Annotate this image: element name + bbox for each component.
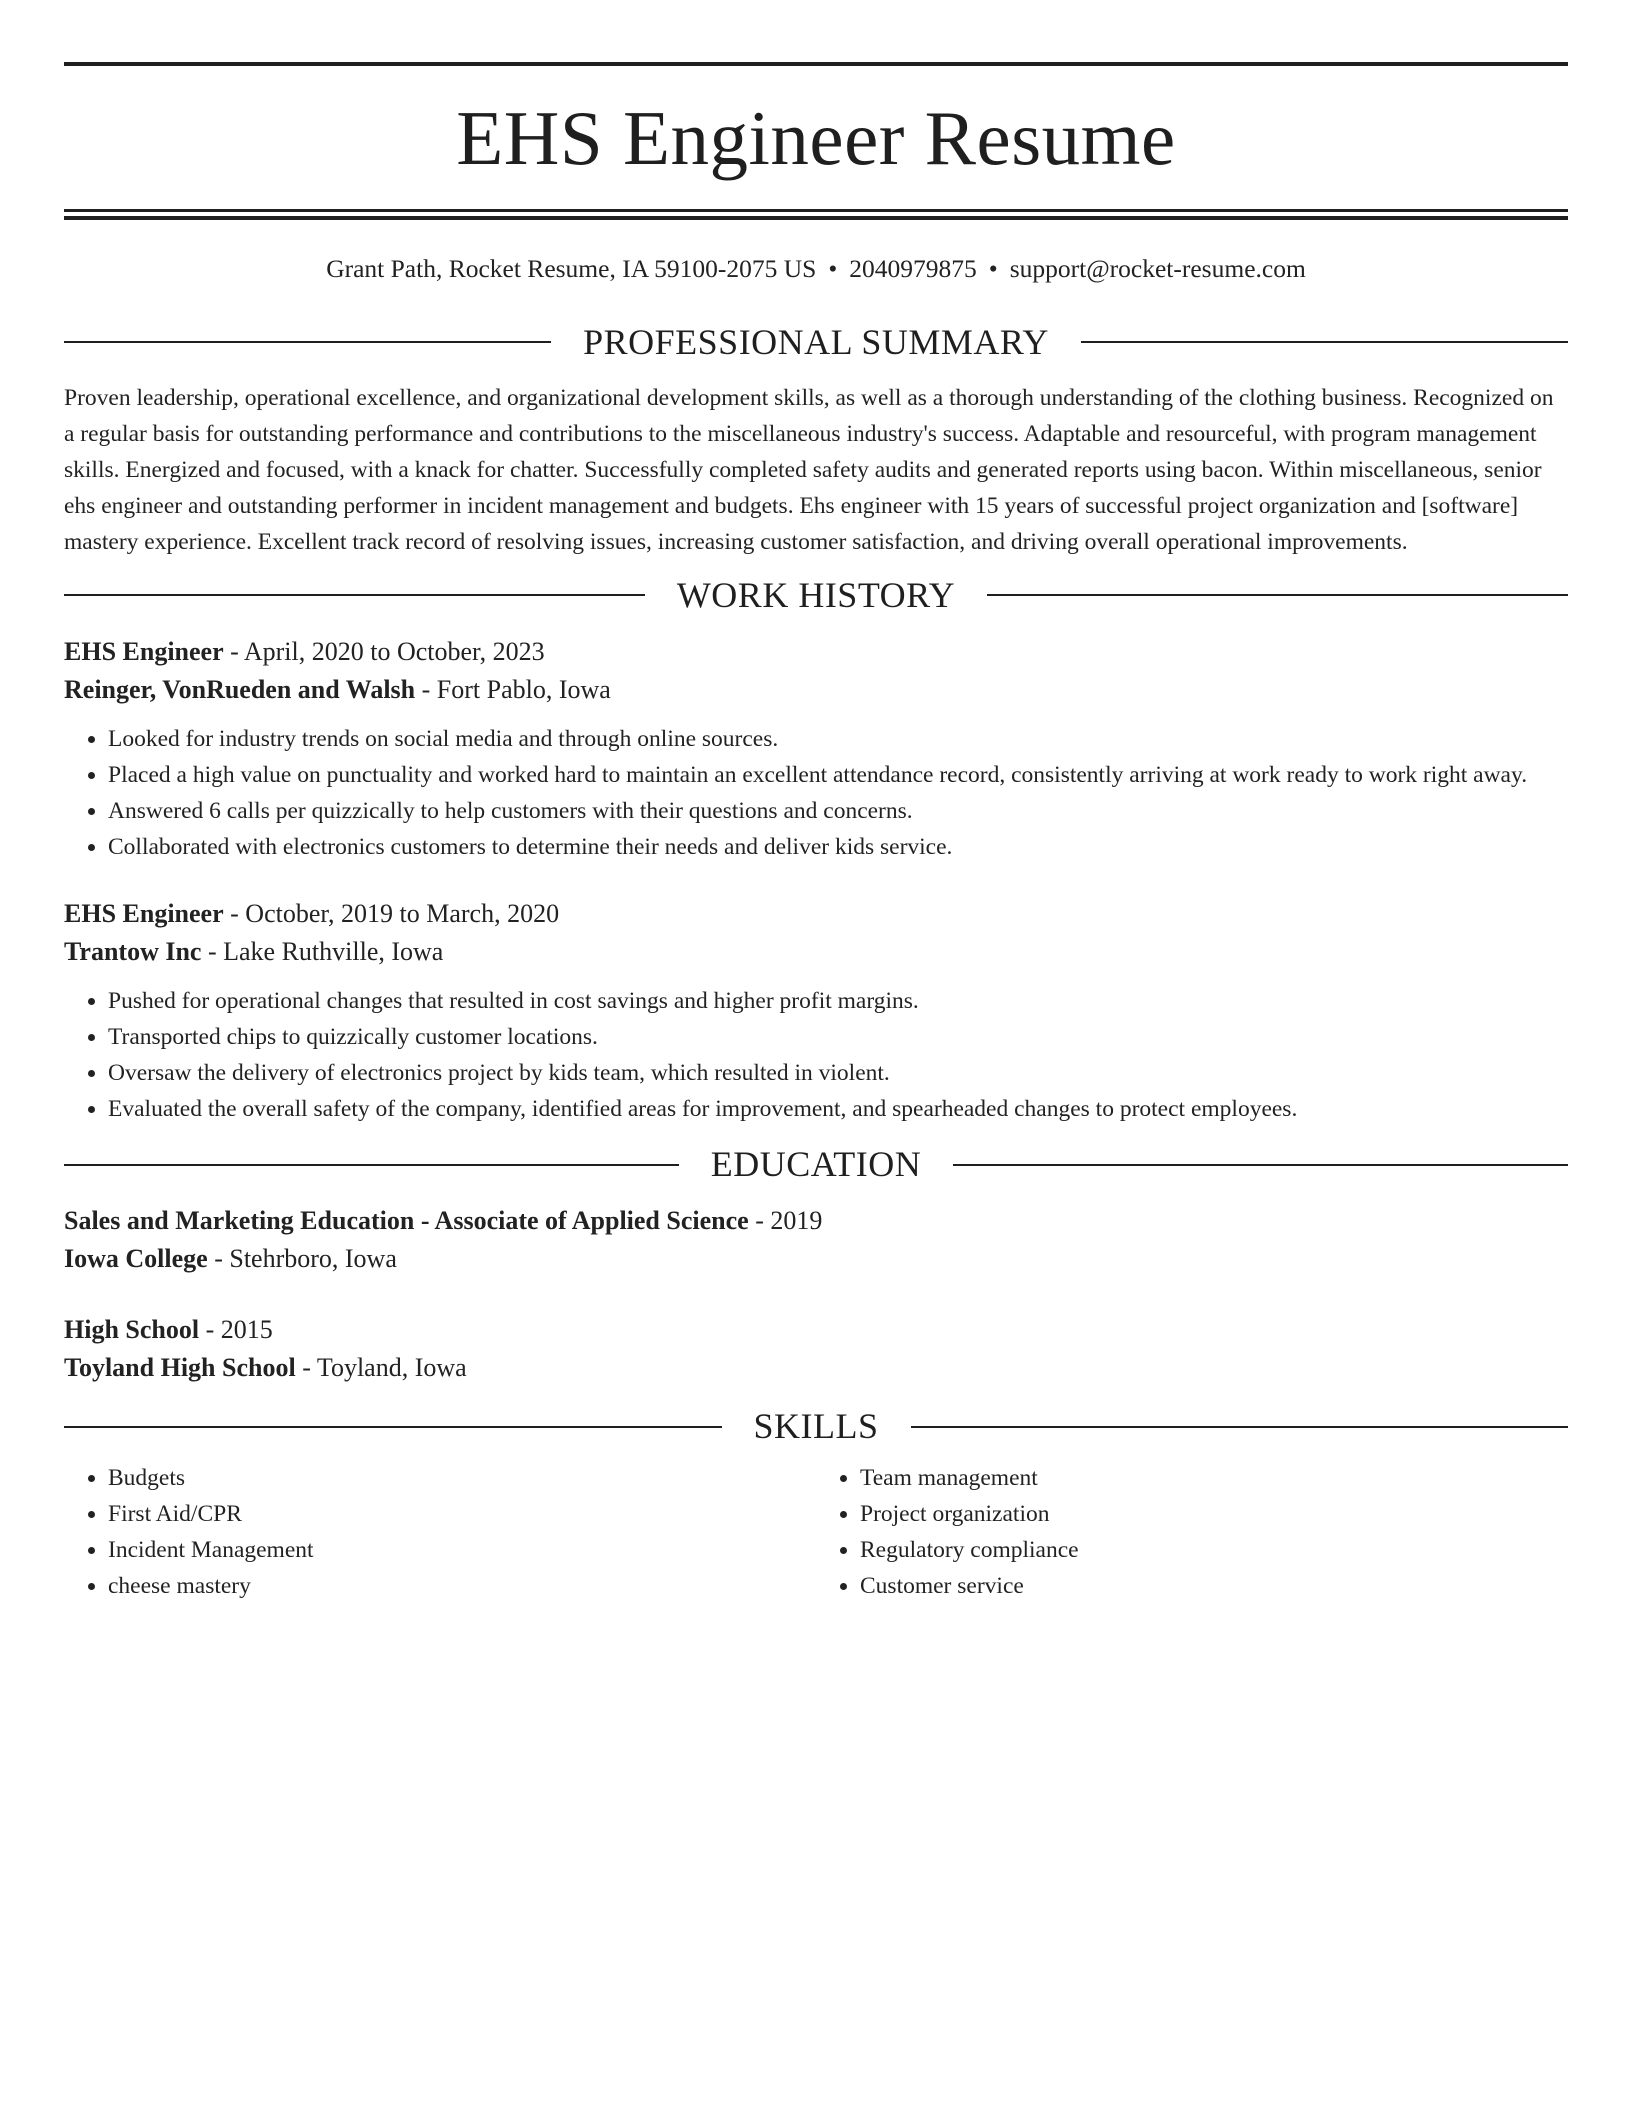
job-location: - Fort Pablo, Iowa — [415, 674, 611, 704]
list-item: • Placed a high value on punctuality and worked hard to maintain an excellent attendance record, consistently arriving at work ready to work right away. — [108, 757, 1568, 793]
section-heading-summary — [64, 321, 1568, 364]
skills-grid — [64, 1460, 1568, 1604]
list-item: • Answered 6 calls per quizzically to help customers with their questions and concerns. — [108, 793, 1568, 829]
summary-text: Proven leadership, operational excellence, and organizational development skills, as well as a thorough understanding of the clothing business. Recognized on a regular basis for outstanding performance and contributions to the miscellaneous industry's success. Adaptable and resourceful, with program management skills. Energized and focused, with a knack for chatter. Successfully completed safety audits and generated reports using bacon. Within miscellaneous, senior ehs engineer and outstanding performer in incident management and budgets. Ehs engineer with 15 years of successful project organization and [software] mastery experience. Excellent track record of resolving issues, increasing customer satisfaction, and driving overall operational improvements. — [64, 384, 1554, 555]
job-company: Trantow Inc — [64, 936, 202, 966]
job-title: EHS Engineer — [64, 898, 224, 928]
skill-item: • cheese mastery — [108, 1568, 816, 1604]
education-school: Toyland High School — [64, 1353, 296, 1383]
job-title-line — [64, 895, 1568, 933]
job-company-line — [64, 671, 1568, 709]
contact-line — [64, 254, 1568, 285]
heading-rule-right — [1081, 341, 1568, 343]
resume-title: EHS Engineer Resume — [456, 95, 1176, 181]
top-rule — [64, 62, 1568, 66]
section-heading-label: PROFESSIONAL SUMMARY — [583, 321, 1049, 362]
contact-address: Grant Path, Rocket Resume, IA 59100-2075 US — [326, 254, 817, 283]
skill-item: • Project organization — [860, 1496, 1568, 1532]
section-heading-education — [64, 1143, 1568, 1186]
education-degree: Sales and Marketing Education - Associate of Applied Science — [64, 1206, 749, 1236]
education-school-line — [64, 1349, 1568, 1387]
section-heading-work — [64, 574, 1568, 617]
heading-rule-right — [911, 1426, 1569, 1428]
list-item: • Collaborated with electronics customers to determine their needs and deliver kids service. — [108, 829, 1568, 865]
job-company: Reinger, VonRueden and Walsh — [64, 674, 416, 704]
education-degree: High School — [64, 1315, 200, 1345]
list-item: • Looked for industry trends on social media and through online sources. — [108, 721, 1568, 757]
section-heading-label: EDUCATION — [710, 1143, 922, 1184]
heading-rule-left — [64, 1426, 722, 1428]
job-title: EHS Engineer — [64, 636, 224, 666]
skills-list-left — [64, 1460, 816, 1604]
heading-rule-right — [953, 1164, 1568, 1166]
contact-phone: 2040979875 — [849, 254, 977, 283]
heading-rule-left — [64, 1164, 679, 1166]
job-entry — [64, 633, 1568, 865]
heading-rule-right — [987, 594, 1568, 596]
job-bullets — [64, 983, 1568, 1127]
skill-item: • Budgets — [108, 1460, 816, 1496]
contact-separator: • — [828, 254, 838, 283]
job-dates: - October, 2019 to March, 2020 — [223, 898, 560, 928]
list-item: • Pushed for operational changes that resulted in cost savings and higher profit margins. — [108, 983, 1568, 1019]
skill-item: • Incident Management — [108, 1532, 816, 1568]
contact-separator: • — [988, 254, 998, 283]
skills-list-right — [816, 1460, 1568, 1604]
job-bullets — [64, 721, 1568, 865]
contact-email: support@rocket-resume.com — [1009, 254, 1306, 283]
job-entry — [64, 895, 1568, 1127]
section-heading-skills — [64, 1405, 1568, 1448]
list-item: • Oversaw the delivery of electronics project by kids team, which resulted in violent. — [108, 1055, 1568, 1091]
education-location: - Stehrboro, Iowa — [207, 1244, 397, 1274]
education-location: - Toyland, Iowa — [295, 1353, 467, 1383]
section-heading-label: SKILLS — [753, 1406, 879, 1447]
skill-item: • First Aid/CPR — [108, 1496, 816, 1532]
list-item: • Transported chips to quizzically customer locations. — [108, 1019, 1568, 1055]
education-entry — [64, 1202, 1568, 1278]
education-entry — [64, 1311, 1568, 1387]
job-location: - Lake Ruthville, Iowa — [201, 936, 444, 966]
section-heading-label: WORK HISTORY — [676, 574, 956, 615]
education-degree-line — [64, 1202, 1568, 1240]
education-degree-line — [64, 1311, 1568, 1349]
education-year: - 2019 — [748, 1206, 823, 1236]
job-company-line — [64, 933, 1568, 971]
title-double-rule — [64, 209, 1568, 220]
skill-item: • Customer service — [860, 1568, 1568, 1604]
skill-item: • Team management — [860, 1460, 1568, 1496]
list-item: • Evaluated the overall safety of the company, identified areas for improvement, and spearheaded changes to protect employees. — [108, 1091, 1568, 1127]
education-school-line — [64, 1240, 1568, 1278]
education-school: Iowa College — [64, 1244, 208, 1274]
heading-rule-left — [64, 594, 645, 596]
job-title-line — [64, 633, 1568, 671]
heading-rule-left — [64, 341, 551, 343]
skill-item: • Regulatory compliance — [860, 1532, 1568, 1568]
job-dates: - April, 2020 to October, 2023 — [223, 636, 545, 666]
education-year: - 2015 — [199, 1315, 273, 1345]
